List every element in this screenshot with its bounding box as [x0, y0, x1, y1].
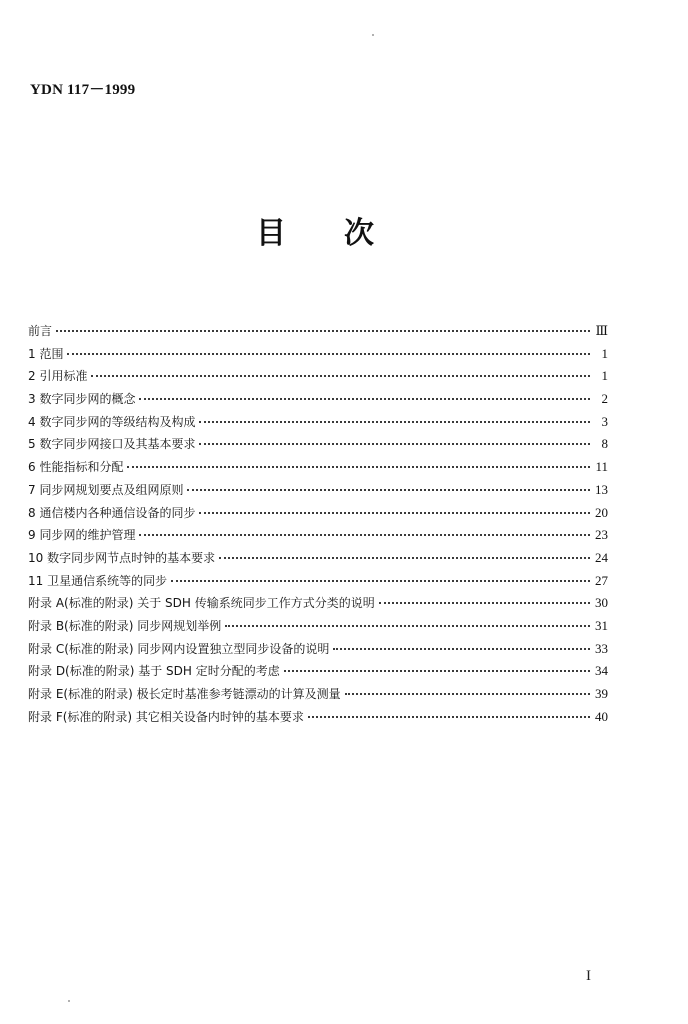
toc-entry-label: 附录 B(标准的附录) 同步网规划举例	[28, 618, 222, 633]
dot-leader	[199, 443, 590, 445]
dot-leader	[67, 353, 590, 355]
toc-entry[interactable]	[28, 683, 608, 706]
toc-entry-page: 1	[601, 345, 608, 361]
toc-entry-page: 2	[601, 391, 608, 407]
dot-leader	[171, 580, 590, 582]
dot-leader	[199, 512, 590, 514]
toc-heading-char-1: 目	[256, 216, 286, 251]
toc-entry-label: 5 数字同步网接口及其基本要求	[28, 437, 196, 452]
toc-entry-label: 11 卫星通信系统等的同步	[28, 573, 168, 588]
toc-entry-page: 24	[595, 549, 608, 565]
toc-entry-label: 7 同步网规划要点及组网原则	[28, 482, 184, 497]
toc-entry-page: 3	[601, 413, 608, 429]
dot-leader	[225, 625, 590, 627]
toc-heading	[0, 212, 688, 260]
toc-entry[interactable]	[28, 343, 608, 366]
toc-entry-page: 11	[595, 459, 608, 475]
dot-leader	[219, 557, 590, 559]
toc-entry-label: 10 数字同步网节点时钟的基本要求	[28, 550, 216, 565]
toc-entry[interactable]	[28, 706, 608, 729]
toc-entry[interactable]	[28, 524, 608, 547]
toc-entry-label: 附录 C(标准的附录) 同步网内设置独立型同步设备的说明	[28, 641, 330, 656]
dot-leader	[308, 716, 590, 718]
scan-speck	[68, 1000, 70, 1002]
toc-entry-page: 1	[601, 368, 608, 384]
toc-entry-label: 2 引用标准	[28, 369, 88, 384]
toc-entry[interactable]	[28, 638, 608, 661]
toc-entry[interactable]	[28, 660, 608, 683]
dot-leader	[56, 330, 590, 332]
dot-leader	[379, 602, 590, 604]
toc-entry[interactable]	[28, 388, 608, 411]
toc-entry-page: 33	[595, 640, 608, 656]
toc-entry[interactable]	[28, 547, 608, 570]
toc-entry-page: 34	[595, 663, 608, 679]
document-code: YDN 117－1999	[30, 82, 136, 98]
toc-entry[interactable]	[28, 411, 608, 434]
toc-entry[interactable]	[28, 320, 608, 343]
dot-leader	[284, 670, 590, 672]
toc-entry-page: 27	[595, 572, 608, 588]
toc-entry-label: 1 范围	[28, 346, 64, 361]
toc-entry[interactable]	[28, 433, 608, 456]
dot-leader	[345, 693, 590, 695]
dot-leader	[199, 421, 590, 423]
toc-entry-label: 3 数字同步网的概念	[28, 392, 136, 407]
toc-entry-page: 20	[595, 504, 608, 520]
dot-leader	[91, 375, 590, 377]
toc-entry-label: 附录 A(标准的附录) 关于 SDH 传输系统同步工作方式分类的说明	[28, 596, 375, 611]
dot-leader	[187, 489, 590, 491]
toc-entry[interactable]	[28, 456, 608, 479]
toc-entry-label: 8 通信楼内各种通信设备的同步	[28, 505, 196, 520]
dot-leader	[139, 534, 590, 536]
toc-entry[interactable]	[28, 502, 608, 525]
toc-entry-page: 39	[595, 686, 608, 701]
dot-leader	[333, 648, 590, 650]
toc-entry-label: 前言	[28, 324, 53, 338]
dot-leader	[127, 466, 590, 468]
toc-entry-label: 6 性能指标和分配	[28, 460, 124, 475]
toc-entry-page: 40	[595, 708, 608, 724]
toc-entry-label: 附录 F(标准的附录) 其它相关设备内时钟的基本要求	[28, 709, 304, 724]
toc-entry-label: 附录 D(标准的附录) 基于 SDH 定时分配的考虑	[28, 664, 280, 679]
toc-heading-char-2: 次	[344, 216, 374, 251]
table-of-contents	[28, 320, 608, 728]
toc-entry-label: 4 数字同步网的等级结构及构成	[28, 414, 196, 429]
toc-entry[interactable]	[28, 365, 608, 388]
toc-entry-page: 13	[595, 481, 608, 497]
toc-entry-label: 附录 E(标准的附录) 极长定时基准参考链漂动的计算及测量	[28, 687, 341, 701]
toc-entry[interactable]	[28, 592, 608, 615]
toc-entry-page: 23	[595, 527, 608, 543]
toc-entry[interactable]	[28, 570, 608, 593]
dot-leader	[139, 398, 590, 400]
toc-entry-page: 31	[595, 617, 608, 633]
scan-speck	[372, 34, 374, 36]
toc-entry-page: 30	[595, 595, 608, 611]
toc-entry-page: Ⅲ	[595, 323, 608, 338]
toc-entry[interactable]	[28, 479, 608, 502]
toc-entry[interactable]	[28, 615, 608, 638]
toc-entry-page: 8	[601, 436, 608, 452]
page-number: I	[586, 968, 591, 984]
toc-entry-label: 9 同步网的维护管理	[28, 528, 136, 543]
